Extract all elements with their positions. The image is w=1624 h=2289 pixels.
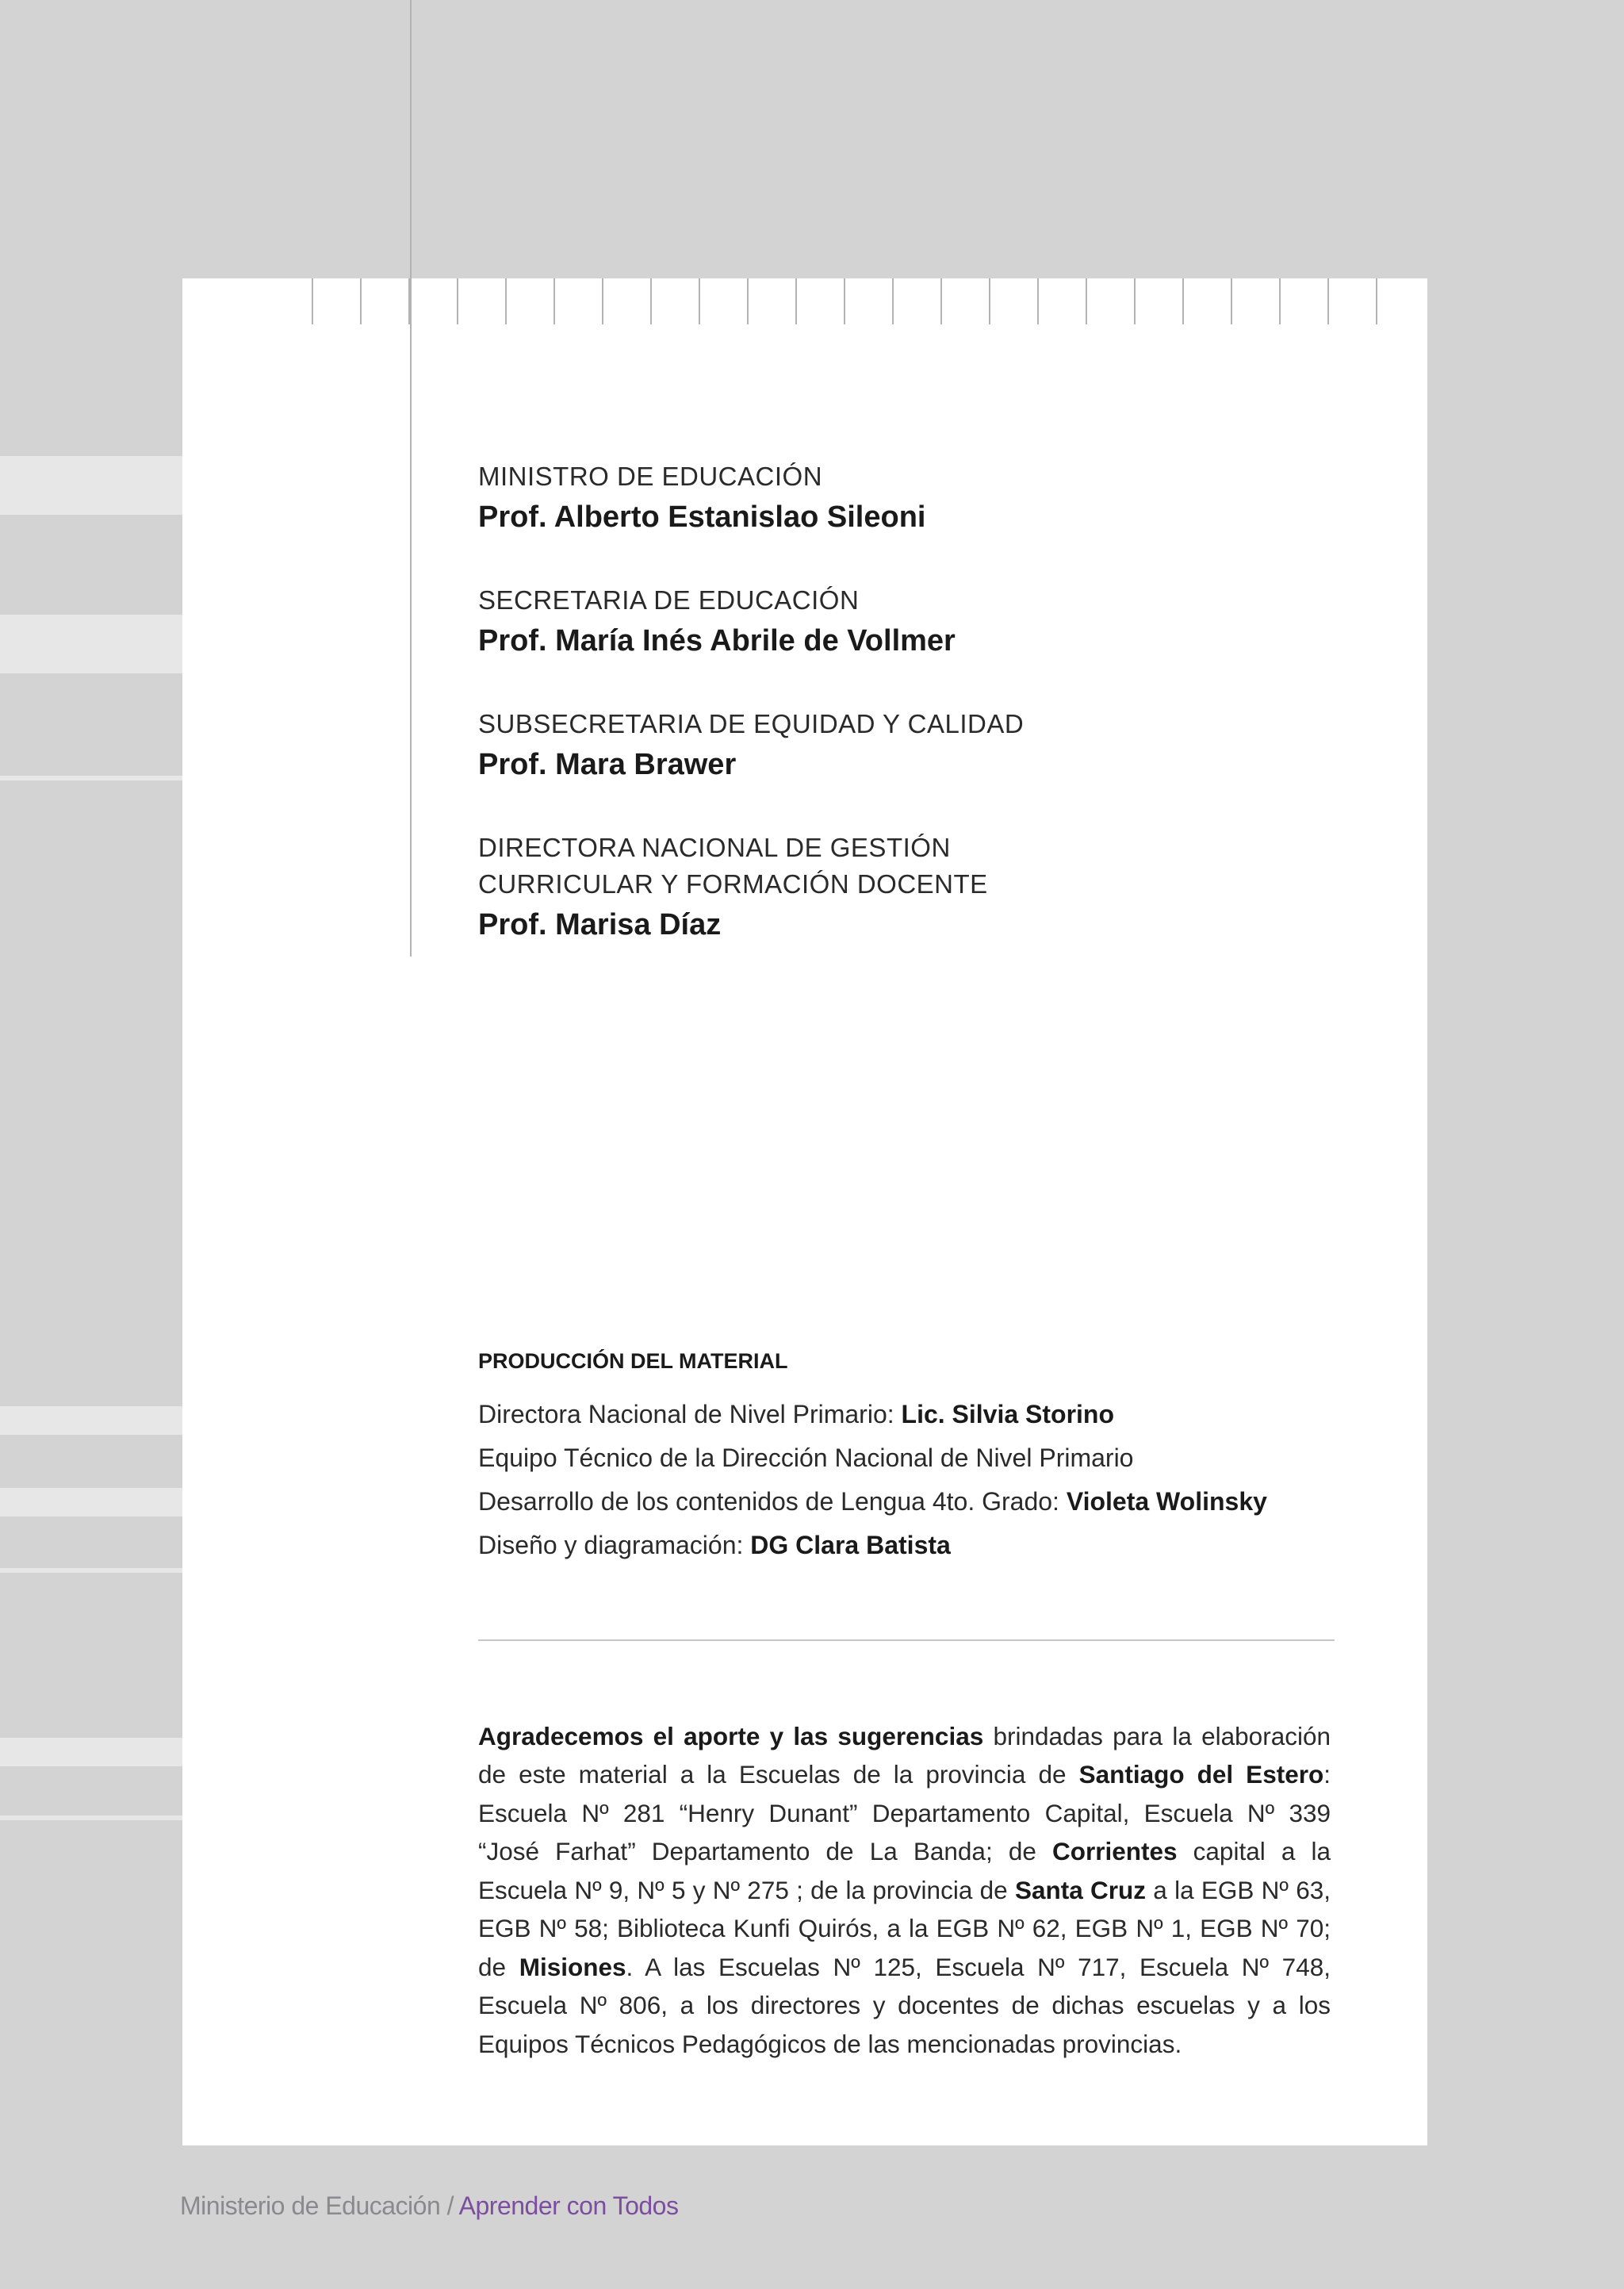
decor-stripe — [0, 1815, 182, 1820]
official-role: SECRETARIA DE EDUCACIÓN — [478, 585, 860, 615]
decor-stripe — [0, 1406, 182, 1435]
official-name: Prof. Marisa Díaz — [478, 908, 722, 941]
acknowledgement-text: : Escuela Nº 281 “Henry Dunant” Departamento Capital, Escuela Nº 339 “José Farhat” Departamento de La Banda; de — [478, 1760, 1331, 1865]
production-title: PRODUCCIÓN DEL MATERIAL — [478, 1349, 788, 1373]
acknowledgement-highlight: Agradecemos el aporte y las sugerencias — [478, 1721, 984, 1750]
acknowledgements-paragraph — [478, 1717, 1331, 2064]
acknowledgement-highlight: Corrientes — [1051, 1837, 1178, 1865]
decor-tick — [747, 278, 749, 324]
footer-separator: / — [440, 2191, 459, 2220]
decor-tick — [650, 278, 652, 324]
decor-tick-marks — [312, 278, 1390, 324]
production-credits — [478, 1345, 1350, 1567]
acknowledgement-text: brindadas para la elaboración de este material a la Escuelas de la provincia de — [478, 1721, 1331, 1789]
footer-publisher: Ministerio de Educación — [180, 2191, 441, 2220]
decor-tick — [408, 278, 410, 324]
section-divider — [478, 1639, 1335, 1641]
credit-label: Desarrollo de los contenidos de Lengua 4to. Grado: — [478, 1487, 1067, 1516]
credit-line — [478, 1480, 1350, 1524]
decor-tick — [1231, 278, 1232, 324]
decor-tick — [1279, 278, 1281, 324]
decor-tick — [795, 278, 797, 324]
decor-tick — [1037, 278, 1039, 324]
decor-tick — [1134, 278, 1136, 324]
credit-line — [478, 1524, 1350, 1567]
official-role-line: DIRECTORA NACIONAL DE GESTIÓN — [478, 833, 951, 862]
decor-stripe — [0, 456, 182, 515]
decor-tick — [892, 278, 894, 324]
footer-series: Aprender con Todos — [458, 2191, 679, 2220]
credit-value: Lic. Silvia Storino — [901, 1400, 1115, 1428]
acknowledgement-text: . A las Escuelas Nº 125, Escuela Nº 717, Escuela Nº 748, Escuela Nº 806, a los directores y docentes de dichas escuelas y a los Equipos Técnicos Pedagógicos de las mencionadas provincias. — [478, 1952, 1331, 2058]
official-entry — [478, 830, 1271, 947]
decor-tick — [505, 278, 507, 324]
credit-value: DG Clara Batista — [750, 1531, 951, 1559]
decor-tick — [602, 278, 603, 324]
official-entry — [478, 582, 1271, 663]
acknowledgement-text: capital a la Escuela Nº 9, Nº 5 y Nº 275 ; de la provincia de — [478, 1837, 1331, 1904]
decor-stripe — [0, 615, 182, 673]
official-name: Prof. Alberto Estanislao Sileoni — [478, 500, 926, 534]
decor-tick — [1327, 278, 1329, 324]
decor-tick — [553, 278, 555, 324]
decor-stripe — [0, 1488, 182, 1516]
credit-line — [478, 1436, 1350, 1480]
decor-tick — [312, 278, 313, 324]
decor-tick — [699, 278, 700, 324]
credit-value: Violeta Wolinsky — [1066, 1487, 1267, 1516]
page-footer — [180, 2191, 678, 2221]
decor-tick — [1182, 278, 1184, 324]
decor-tick — [1376, 278, 1377, 324]
official-name: Prof. Mara Brawer — [478, 748, 737, 781]
decor-tick — [989, 278, 990, 324]
decor-stripe — [0, 776, 182, 780]
decor-vertical-rule — [410, 0, 412, 957]
acknowledgement-highlight: Santa Cruz — [1014, 1875, 1147, 1904]
decor-stripe — [0, 1568, 182, 1573]
credit-line — [478, 1393, 1350, 1436]
official-role: SUBSECRETARIA DE EQUIDAD Y CALIDAD — [478, 709, 1025, 738]
credit-label: Diseño y diagramación: — [478, 1531, 751, 1559]
credit-label: Equipo Técnico de la Dirección Nacional de Nivel Primario — [478, 1444, 1134, 1472]
decor-tick — [1086, 278, 1087, 324]
official-role-line: CURRICULAR Y FORMACIÓN DOCENTE — [478, 869, 988, 899]
official-entry — [478, 706, 1271, 787]
official-name: Prof. María Inés Abrile de Vollmer — [478, 624, 956, 658]
decor-tick — [457, 278, 458, 324]
decor-tick — [360, 278, 362, 324]
acknowledgement-text: a la EGB Nº 63, EGB Nº 58; Biblioteca Kunfi Quirós, a la EGB Nº 62, EGB Nº 1, EGB Nº 70; de — [478, 1875, 1331, 1981]
official-entry — [478, 458, 1271, 539]
credit-label: Directora Nacional de Nivel Primario: — [478, 1400, 902, 1428]
decor-tick — [844, 278, 845, 324]
decor-tick — [940, 278, 942, 324]
decor-stripe — [0, 1738, 182, 1766]
officials-list — [478, 458, 1271, 990]
acknowledgement-highlight: Misiones — [519, 1952, 626, 1981]
official-role: MINISTRO DE EDUCACIÓN — [478, 462, 823, 491]
acknowledgement-highlight: Santiago del Estero — [1078, 1760, 1324, 1789]
